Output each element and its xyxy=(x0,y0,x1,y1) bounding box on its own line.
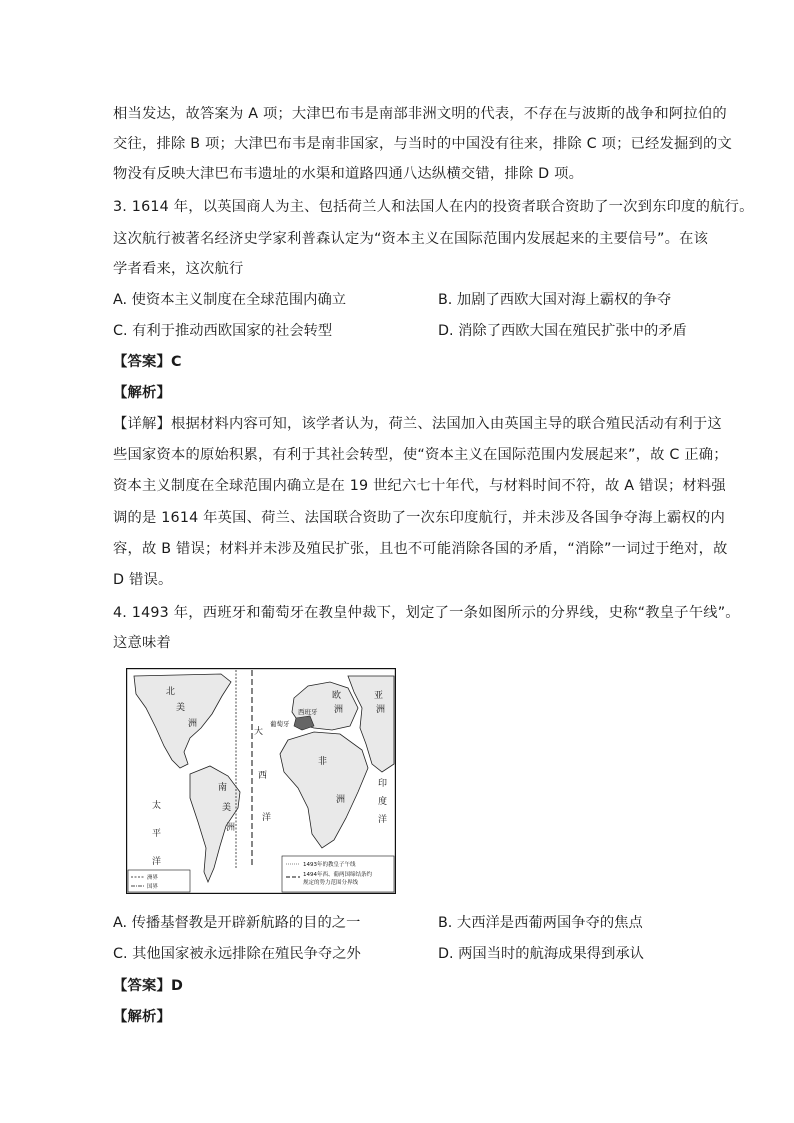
label-south-america-2: 美 xyxy=(222,803,232,813)
label-north-america-1: 北 xyxy=(166,687,176,697)
label-atlantic-1: 大 xyxy=(254,727,264,737)
label-africa-2: 洲 xyxy=(336,795,346,805)
label-atlantic-3: 洋 xyxy=(262,813,272,823)
papal-line-map xyxy=(126,668,396,894)
label-pacific-1: 太 xyxy=(152,801,162,811)
label-north-america-3: 洲 xyxy=(188,719,198,729)
q4-analysis-label: 【解析】 xyxy=(113,1009,171,1025)
label-europe-1: 欧 xyxy=(332,691,342,701)
legend-left-box xyxy=(128,870,190,892)
q4-option-a: A. 传播基督教是开辟新航路的目的之一 xyxy=(113,915,361,931)
text-line: 交往，排除 B 项；大津巴布韦是南非国家，与当时的中国没有往来，排除 C 项；已经发掘到的文 xyxy=(113,136,733,152)
q3-detail-line: D 错误。 xyxy=(113,572,173,588)
label-south-america-1: 南 xyxy=(218,783,228,793)
legend-treaty-line-1: 1494年西、葡两国缔结条约 xyxy=(303,872,372,878)
label-portugal: 葡萄牙 xyxy=(270,720,290,728)
q3-option-c: C. 有利于推动西欧国家的社会转型 xyxy=(113,323,333,339)
label-asia-2: 洲 xyxy=(376,705,386,715)
label-europe-2: 洲 xyxy=(334,705,344,715)
q4-option-d: D. 两国当时的航海成果得到承认 xyxy=(438,946,644,962)
text-line: 物没有反映大津巴布韦遗址的水渠和道路四通八达纵横交错，排除 D 项。 xyxy=(113,166,584,182)
label-pacific-2: 平 xyxy=(152,829,162,839)
q3-detail-line: 资本主义制度在全球范围内确立是在 19 世纪六七十年代，与材料时间不符，故 A 错误；材料强 xyxy=(113,478,726,494)
legend-national-border: 国界 xyxy=(147,884,159,890)
q3-detail-line: 容，故 B 错误；材料并未涉及殖民扩张，且也不可能消除各国的矛盾，“消除”一词过于绝对，故 xyxy=(113,541,728,557)
q3-detail-line: 【详解】根据材料内容可知，该学者认为，荷兰、法国加入由英国主导的联合殖民活动有利于这 xyxy=(113,416,722,432)
q4-answer: 【答案】D xyxy=(113,978,184,994)
label-indian-1: 印 xyxy=(378,779,388,789)
q4-option-c: C. 其他国家被永远排除在殖民争夺之外 xyxy=(113,946,361,962)
q3-detail-line: 调的是 1614 年英国、荷兰、法国联合资助了一次东印度航行，并未涉及各国争夺海上霸权的内 xyxy=(113,510,726,526)
q3-option-b: B. 加剧了西欧大国对海上霸权的争夺 xyxy=(438,292,672,308)
label-asia-1: 亚 xyxy=(374,691,384,701)
label-south-america-3: 洲 xyxy=(226,823,236,833)
question-3-stem: 这次航行被著名经济史学家利普森认定为“资本主义在国际范围内发展起来的主要信号”。在该 xyxy=(113,231,709,247)
legend-continent-boundary: 洲界 xyxy=(147,875,159,881)
q3-detail-line: 些国家资本的原始积累，有利于其社会转型，使“资本主义在国际范围内发展起来”，故 C 正确； xyxy=(113,447,728,463)
label-africa-1: 非 xyxy=(318,757,328,767)
q3-option-d: D. 消除了西欧大国在殖民扩张中的矛盾 xyxy=(438,323,687,339)
q3-option-a: A. 使资本主义制度在全球范围内确立 xyxy=(113,292,347,308)
question-4-stem: 4. 1493 年，西班牙和葡萄牙在教皇仲裁下，划定了一条如图所示的分界线，史称“教皇子午线”。 xyxy=(113,605,740,621)
label-indian-2: 度 xyxy=(378,797,388,807)
label-indian-3: 洋 xyxy=(378,815,388,825)
q3-answer: 【答案】C xyxy=(113,354,182,370)
label-pacific-3: 洋 xyxy=(152,857,162,867)
question-3-stem: 3. 1614 年，以英国商人为主、包括荷兰人和法国人在内的投资者联合资助了一次到东印度的航行。 xyxy=(113,199,754,215)
label-atlantic-2: 西 xyxy=(258,771,268,781)
label-spain: 西班牙 xyxy=(298,708,318,716)
legend-papal-line: 1493年的教皇子午线 xyxy=(303,862,356,868)
text-line: 相当发达，故答案为 A 项；大津巴布韦是南部非洲文明的代表，不存在与波斯的战争和阿拉伯的 xyxy=(113,106,727,122)
q4-option-b: B. 大西洋是西葡两国争夺的焦点 xyxy=(438,915,643,931)
question-3-stem: 学者看来，这次航行 xyxy=(113,261,244,277)
legend-treaty-line-2: 规定的势力范围分界线 xyxy=(303,880,359,886)
q3-analysis-label: 【解析】 xyxy=(113,385,171,401)
label-north-america-2: 美 xyxy=(176,703,186,713)
question-4-stem: 这意味着 xyxy=(113,635,171,651)
